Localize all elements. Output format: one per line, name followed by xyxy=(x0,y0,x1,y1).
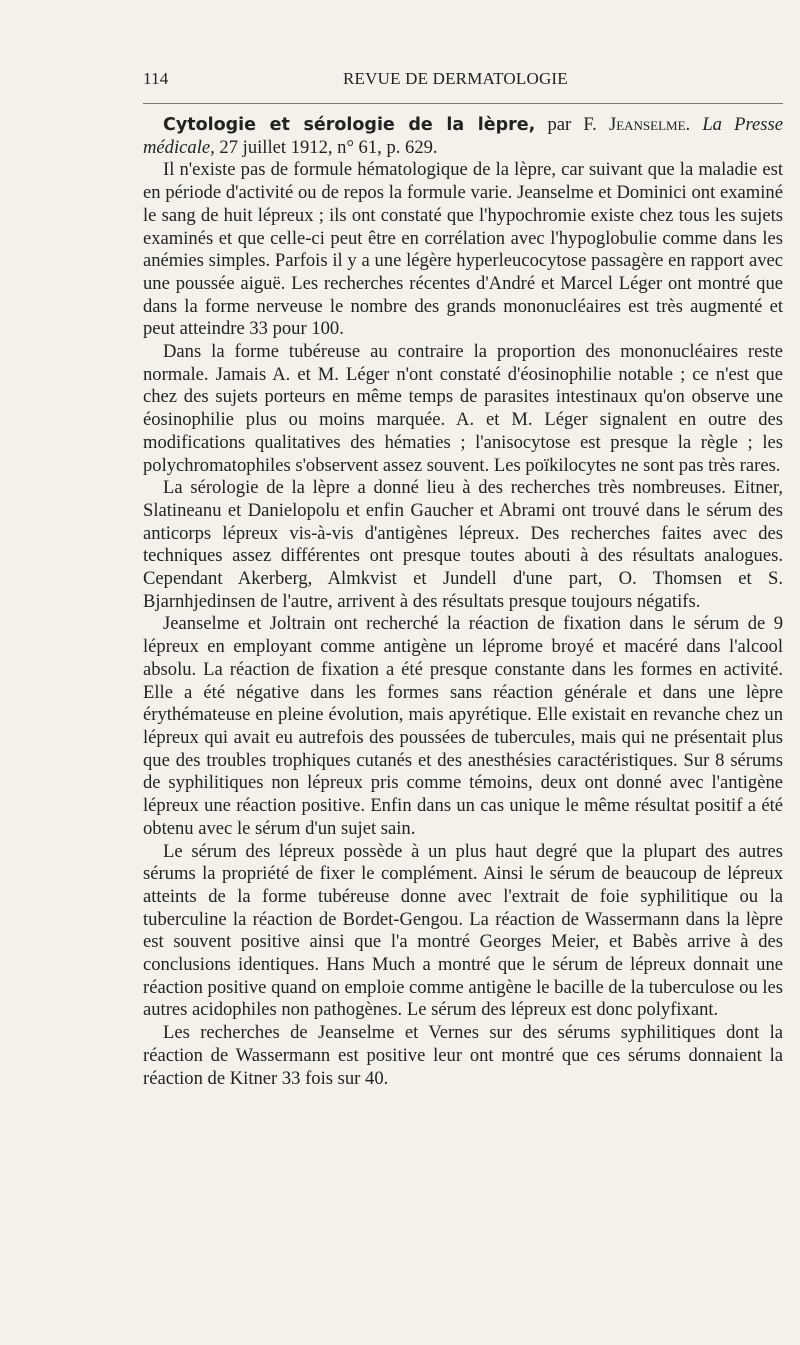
paragraph-4: Jeanselme et Joltrain ont recherché la réaction de fixation dans le sérum de 9 lépreux en employant comme antigène un léprome broyé et macéré dans l'alcool absolu. La réaction de fixation a été presque constante dans les formes en activité. Elle a été négative dans les formes sans réaction générale et dans une lèpre érythémateuse en pleine évolution, mais apyrétique. Elle existait en revanche chez un lépreux qui avait eu autrefois des poussées de tubercules, mais qui ne présentait plus que des troubles trophiques cutanés et des anesthésies caractéristiques. Sur 8 sérums de syphilitiques non lépreux pris comme témoins, deux ont donné avec l'antigène lépreux une réaction positive. Enfin dans un cas unique le même résultat positif a été obtenu avec le sérum d'un sujet sain. xyxy=(143,613,783,839)
paragraph-2: Dans la forme tubéreuse au contraire la proportion des mononucléaires reste normale. Jamais A. et M. Léger n'ont constaté d'éosinophilie notable ; ce n'est que chez des sujets porteurs en même temps de parasites intestinaux qu'on observe une éosinophilie plus ou moins marquée. A. et M. Léger signalent en outre des modifications qualitatives des hématies ; l'anisocytose est presque la règle ; les polychromatophiles s'observent assez souvent. Les poïkilocytes ne sont pas très rares. xyxy=(143,341,783,476)
article-by: par F. xyxy=(547,114,597,135)
paragraph-3: La sérologie de la lèpre a donné lieu à des recherches très nombreuses. Eitner, Slatineanu et Danielopolu et enfin Gaucher et Abrami ont trouvé dans le sérum des anticorps lépreux vis-à-vis d'antigènes lépreux. Des recherches faites avec des techniques assez différentes ont presque toutes abouti à des résultats analogues. Cependant Akerberg, Almkvist et Jundell d'une part, O. Thomsen et S. Bjarnhjedinsen de l'autre, arrivent à des résultats presque toujours négatifs. xyxy=(143,477,783,612)
paragraph-1: Il n'existe pas de formule hématologique de la lèpre, car suivant que la maladie est en période d'activité ou de repos la formule varie. Jeanselme et Dominici ont examiné le sang de huit lépreux ; ils ont constaté que l'hypochromie existe chez tous les sujets examinés et que celle-ci peut être en corrélation avec l'hypoglobulie comme dans les anémies simples. Parfois il y a une légère hyperleucocytose passagère en rapport avec une poussée aiguë. Les recherches récentes d'André et Marcel Léger ont montré que dans la forme nerveuse le nombre des grands mononucléaires est très augmenté et peut atteindre 33 pour 100. xyxy=(143,159,783,340)
running-header xyxy=(143,69,783,91)
paragraph-5: Le sérum des lépreux possède à un plus haut degré que la plupart des autres sérums la propriété de fixer le complément. Ainsi le sérum de beaucoup de lépreux atteints de la forme tubéreuse donne avec l'extrait de foie syphilitique ou la tuberculine la réaction de Bordet-Gengou. La réaction de Wassermann dans la lèpre est souvent positive ainsi que l'a montré Georges Meier, et Babès arrive à des conclusions identiques. Hans Much a montré que le sérum de lépreux donnait une réaction positive quand on emploie comme antigène le bacille de la tuberculose ou les autres acidophiles non pathogènes. Le sérum des lépreux est donc polyfixant. xyxy=(143,840,783,1021)
article-body xyxy=(143,114,783,1090)
article-citation: 27 juillet 1912, n° 61, p. 629. xyxy=(219,136,438,158)
article-author: Jeanselme. xyxy=(608,114,691,135)
article-journal: La Presse médicale, xyxy=(143,114,783,158)
header-rule xyxy=(143,103,783,104)
journal-title: REVUE DE DERMATOLOGIE xyxy=(343,69,568,88)
article-title: Cytologie et sérologie de la lèpre, xyxy=(163,115,536,135)
article-heading xyxy=(143,114,783,159)
page-number: 114 xyxy=(143,69,169,88)
paragraph-6: Les recherches de Jeanselme et Vernes sur des sérums syphilitiques dont la réaction de Wassermann est positive leur ont montré que ces sérums donnaient la réaction de Kitner 33 fois sur 40. xyxy=(143,1022,783,1089)
